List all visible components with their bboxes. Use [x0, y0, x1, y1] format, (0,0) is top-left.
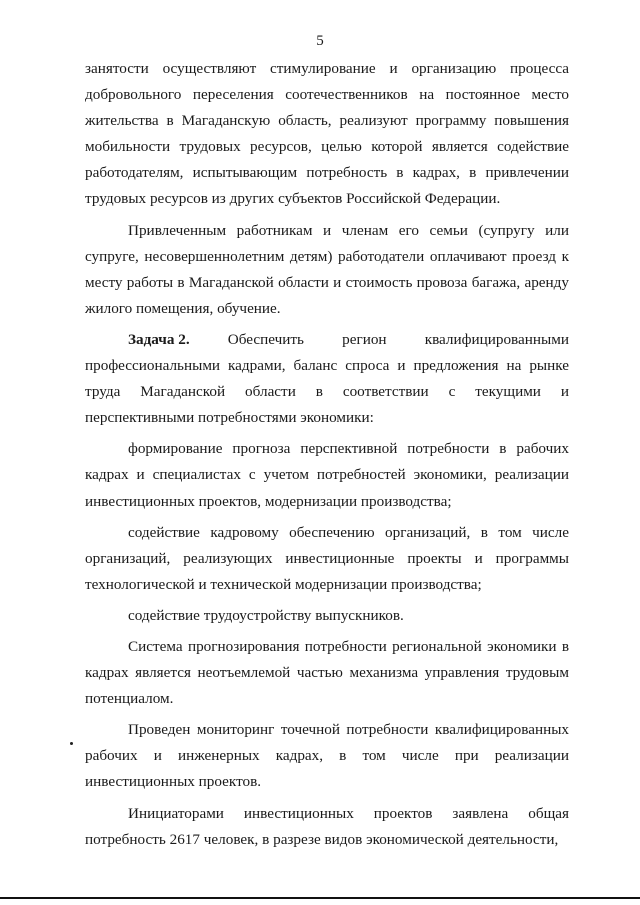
- page-number: 5: [316, 33, 324, 49]
- document-body: [85, 56, 569, 858]
- paragraph-monitoring: Проведен мониторинг точечной потребности квалифицированных рабочих и инженерных кадрах, в том числе при реализации инвестиционных проектов.: [85, 721, 569, 791]
- paragraph-forecasting-system: Система прогнозирования потребности региональной экономики в кадрах является неотъемлемой частью механизма управления трудовым потенциалом.: [85, 637, 569, 708]
- task-2-word-1: Обеспечить: [227, 330, 304, 348]
- paragraph-relocation-benefits: Привлеченным работникам и членам его семьи (супругу или супруге, несовершеннолетним детям) работодатели оплачивают проезд к месту работы в Магаданской области и стоимость провоза багажа, аренду жилого помещения, обучение.: [85, 221, 569, 317]
- task-2-heading-line: [85, 327, 569, 353]
- paragraph-continuation: занятости осуществляют стимулирование и организацию процесса добровольного переселения соотечественников на постоянное место жительства в Магаданскую область, реализуют программу повышения мобильности трудовых ресурсов, целью которой является содействие работодателям, испытывающим потребность в кадрах, в привлечении трудовых ресурсов из других субъектов Российской Федерации.: [85, 60, 569, 208]
- paragraph-investment-demand: Инициаторами инвестиционных проектов заявлена общая потребность 2617 человек, в разрезе видов экономической деятельности,: [85, 804, 569, 848]
- bottom-edge-line: [0, 897, 640, 899]
- paragraph-forecast-item: формирование прогноза перспективной потребности в рабочих кадрах и специалистах с учетом потребностей экономики, реализации инвестиционных проектов, модернизации производства;: [85, 440, 569, 510]
- task-2-label: Задача 2.: [128, 330, 190, 348]
- task-2-word-3: квалифицированными: [424, 330, 569, 348]
- task-2-word-2: регион: [342, 330, 387, 348]
- paragraph-graduates-item: содействие трудоустройству выпускников.: [128, 606, 404, 624]
- margin-dot-mark: [70, 742, 73, 745]
- paragraph-staffing-item: содействие кадровому обеспечению организаций, в том числе организаций, реализующих инвестиционные проекты и программы технологической и технической модернизации производства;: [85, 523, 569, 593]
- task-2-text: профессиональными кадрами, баланс спроса и предложения на рынке труда Магаданской области в соответствии с текущими и перспективными потребностями экономики:: [85, 357, 569, 427]
- task-2-block: [85, 327, 569, 431]
